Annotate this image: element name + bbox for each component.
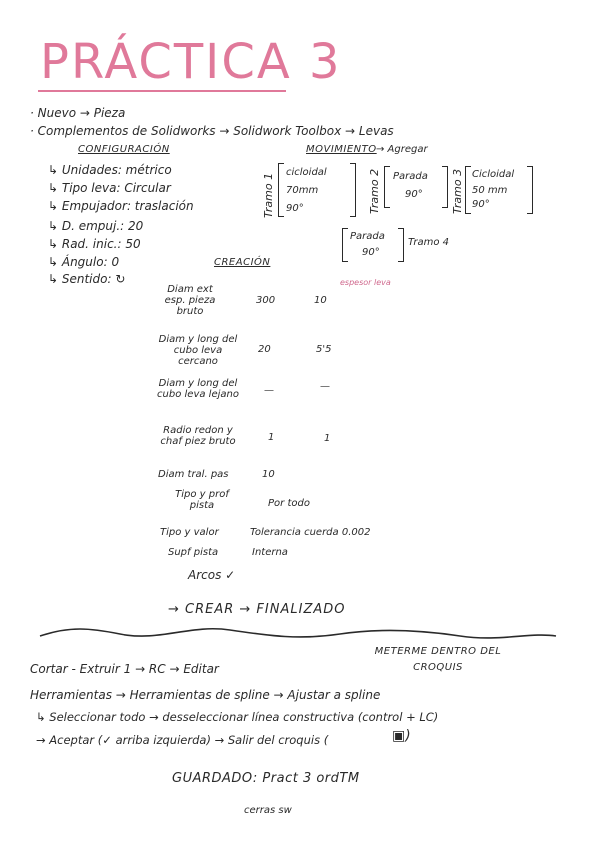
tramo-3-line: 50 mm xyxy=(472,185,508,196)
config-item: ↳ Empujador: traslación xyxy=(48,199,194,213)
configuracion-heading: CONFIGURACIÓN xyxy=(78,144,170,155)
exit-sketch-icon: ▣) xyxy=(392,728,411,744)
creacion-row-v1: 1 xyxy=(268,432,275,443)
step-line: Cortar - Extruir 1 → RC → Editar xyxy=(30,662,219,676)
creacion-arcos: Arcos ✓ xyxy=(188,568,236,582)
creacion-row-v2: 10 xyxy=(314,295,327,306)
creacion-row-v2: — xyxy=(320,381,330,392)
intro-line-2: · Complementos de Solidworks → Solidwork Toolbox → Levas xyxy=(30,124,394,138)
config-item: ↳ Rad. inic.: 50 xyxy=(48,237,141,251)
tramo-2-line: Parada xyxy=(393,171,428,182)
tramo-4-label: Tramo 4 xyxy=(408,237,449,248)
creacion-row-v1: 20 xyxy=(258,344,271,355)
creacion-row-v2: 5'5 xyxy=(316,344,332,355)
tramo-4-line: Parada xyxy=(350,231,385,242)
creacion-row-label: Tipo y prof pista xyxy=(175,489,229,511)
tramo-2-line: 90° xyxy=(405,189,423,200)
config-item: ↳ Sentido: ↻ xyxy=(48,272,126,286)
meterme-croquis: METERME DENTRO DEL CROQUIS xyxy=(374,646,502,673)
tramo-3-label: Tramo 3 xyxy=(451,168,464,214)
creacion-row-v1: 300 xyxy=(256,295,276,306)
config-item: ↳ Unidades: métrico xyxy=(48,163,172,177)
config-item: ↳ Tipo leva: Circular xyxy=(48,181,171,195)
guardado-note: GUARDADO: Pract 3 ordTM xyxy=(172,771,360,786)
creacion-row-v1: — xyxy=(264,385,274,396)
tramo-1-line: 70mm xyxy=(286,185,319,196)
creacion-row-v1: Tolerancia cuerda 0.002 xyxy=(250,527,371,538)
config-item: ↳ D. empuj.: 20 xyxy=(48,219,144,233)
creacion-row-label: Diam y long del cubo leva lejano xyxy=(157,378,239,400)
tramo-1-line: 90° xyxy=(286,203,304,214)
creacion-row-label: Diam ext esp. pieza bruto xyxy=(164,284,216,317)
tramo-3-line: 90° xyxy=(472,199,490,210)
movimiento-heading: MOVIMIENTO xyxy=(306,144,377,155)
espesor-note: espesor leva xyxy=(340,278,391,287)
cerrar-note: cerras sw xyxy=(244,805,292,816)
tramo-2-label: Tramo 2 xyxy=(368,168,381,214)
movimiento-action: → Agregar xyxy=(376,144,428,155)
creacion-heading: CREACIÓN xyxy=(214,257,271,268)
page-title: PRÁCTICA 3 xyxy=(40,34,342,90)
step-line: ↳ Seleccionar todo → desseleccionar línea constructiva (control + LC) xyxy=(36,710,439,724)
creacion-row-label: Radio redon y chaf piez bruto xyxy=(160,425,236,447)
tramo-1-label: Tramo 1 xyxy=(262,172,275,218)
creacion-row-v1: Interna xyxy=(252,547,288,558)
step-line: Herramientas → Herramientas de spline → Ajustar a spline xyxy=(30,688,381,702)
creacion-row-v1: 10 xyxy=(262,469,275,480)
creacion-row-label: Tipo y valor xyxy=(160,527,219,538)
crear-finalizado: → CREAR → FINALIZADO xyxy=(168,602,346,617)
creacion-row-v2: 1 xyxy=(324,433,331,444)
tramo-3-line: Cicloidal xyxy=(472,169,515,180)
creacion-row-label: Diam tral. pas xyxy=(158,469,229,480)
creacion-row-label: Diam y long del cubo leva cercano xyxy=(158,334,238,367)
step-line: → Aceptar (✓ arriba izquierda) → Salir del croquis ( xyxy=(36,733,329,747)
tramo-4-line: 90° xyxy=(362,247,380,258)
creacion-row-label: Supf pista xyxy=(168,547,219,558)
config-item: ↳ Ángulo: 0 xyxy=(48,255,120,269)
intro-line-1: · Nuevo → Pieza xyxy=(30,106,126,120)
creacion-row-v1: Por todo xyxy=(268,498,310,509)
tramo-1-line: cicloidal xyxy=(286,167,327,178)
